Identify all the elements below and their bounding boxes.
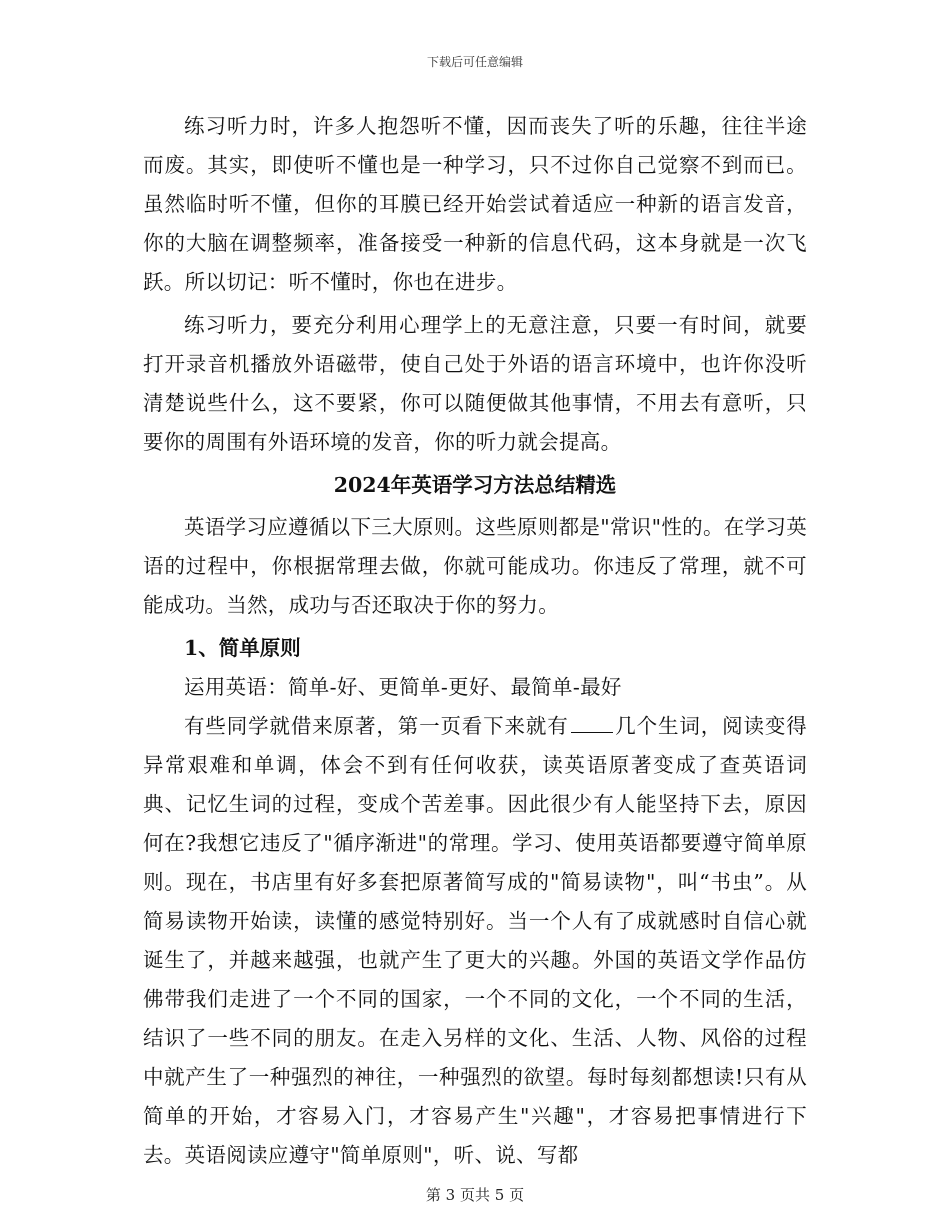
document-title: 2024年英语学习方法总结精选	[333, 473, 617, 497]
paragraph-listening-1: 练习听力时，许多人抱怨听不懂，因而丧失了听的乐趣，往往半途而废。其实，即使听不懂也是一种学习，只不过你自己觉察不到而已。虽然临时听不懂，但你的耳膜已经开始尝试着适应一种新的语言发音，你的大脑在调整频率，准备接受一种新的信息代码，这本身就是一次飞跃。所以切记：听不懂时，你也在进步。	[143, 114, 807, 294]
paragraph-listening-2: 练习听力，要充分利用心理学上的无意注意，只要一有时间，就要打开录音机播放外语磁带，使自己处于外语的语言环境中，也许你没听清楚说些什么，这不要紧，你可以随便做其他事情，不用去有意听，只要你的周围有外语环境的发音，你的听力就会提高。	[143, 313, 807, 454]
paragraph-principles-intro: 英语学习应遵循以下三大原则。这些原则都是"常识"性的。在学习英语的过程中，你根据常理去做，你就可能成功。你违反了常理，就不可能成功。当然，成功与否还取决于你的努力。	[143, 515, 807, 617]
document-body	[143, 107, 807, 1175]
page-footer: 第 3 页共 5 页	[425, 1186, 525, 1204]
section-heading-simple-principle: 1、简单原则	[184, 636, 301, 660]
page-header: 下载后可任意编辑	[426, 55, 523, 69]
paragraph-simple-reading	[143, 707, 807, 1175]
paragraph-text-before-blank: 有些同学就借来原著，第一页看下来就有	[184, 714, 569, 738]
paragraph-text-after-blank: 几个生词，阅读变得异常艰难和单调，体会不到有任何收获，读英语原著变成了查英语词典、记忆生词的过程，变成个苦差事。因此很少有人能坚持下去，原因何在?我想它违反了"循序渐进"的常理。学习、使用英语都要遵守简单原则。现在，书店里有好多套把原著简写成的"简易读物"，叫“书虫”。从简易读物开始读，读懂的感觉特别好。当一个人有了成就感时自信心就诞生了，并越来越强，也就产生了更大的兴趣。外国的英语文学作品仿佛带我们走进了一个不同的国家，一个不同的文化，一个不同的生活，结识了一些不同的朋友。在走入另样的文化、生活、人物、风俗的过程中就产生了一种强烈的神往，一种强烈的欲望。每时每刻都想读!只有从简单的开始，才容易入门，才容易产生"兴趣"，才容易把事情进行下去。英语阅读应遵守"简单原则"，听、说、写都	[143, 714, 808, 1167]
fill-in-blank	[571, 714, 613, 733]
paragraph-simple-motto: 运用英语：简单-好、更简单-更好、最简单-最好	[184, 675, 622, 699]
